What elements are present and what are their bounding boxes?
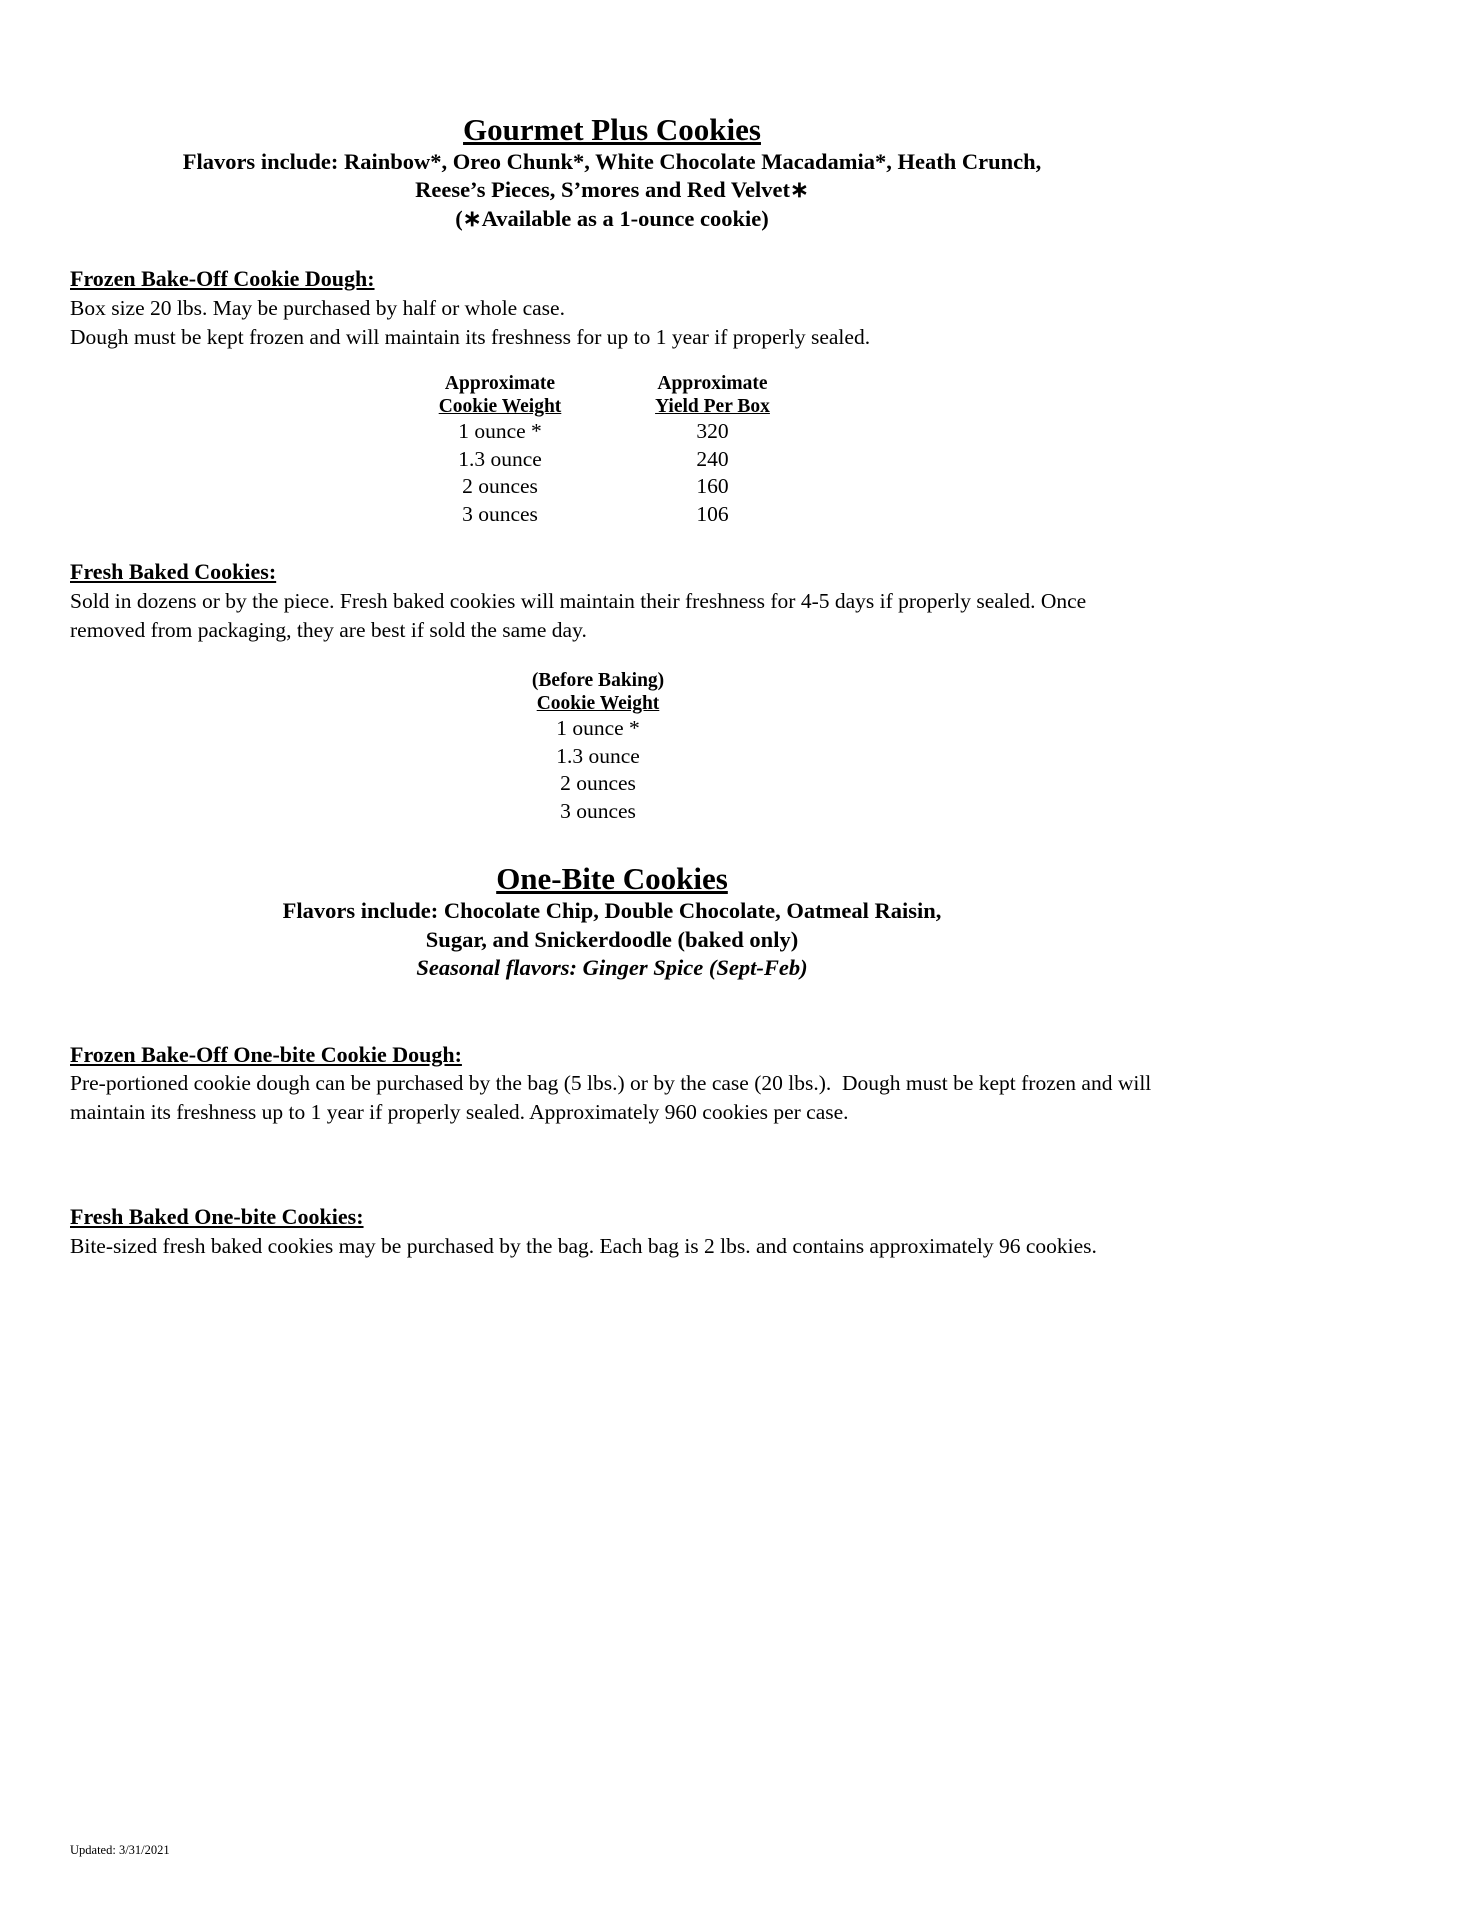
fresh-baked-body: Sold in dozens or by the piece. Fresh baked cookies will maintain their freshness for 4-5 days if properly sealed. Once removed from packaging, they are best if sold the same day. xyxy=(70,588,1092,642)
yield-cell: 240 xyxy=(696,446,729,471)
cookie-weight-header-line-1: Approximate xyxy=(444,372,556,394)
fresh-baked-section xyxy=(70,558,1154,825)
before-baking-header-line-1: (Before Baking) xyxy=(531,669,665,691)
fresh-baked-heading: Fresh Baked Cookies: xyxy=(70,559,277,585)
table-row xyxy=(415,446,1154,474)
yield-cell: 320 xyxy=(696,419,729,444)
before-baking-weight-list xyxy=(488,669,708,826)
list-item: 3 ounces xyxy=(560,798,636,823)
list-item: 1 ounce * xyxy=(556,716,640,741)
frozen-bakeoff-section xyxy=(70,265,1154,528)
weight-yield-table-header xyxy=(415,372,1154,419)
one-bite-title: One-Bite Cookies xyxy=(496,861,728,897)
fresh-onebite-body: Bite-sized fresh baked cookies may be purchased by the bag. Each bag is 2 lbs. and contains approximately 96 cookies. xyxy=(70,1233,1097,1258)
frozen-bakeoff-heading: Frozen Bake-Off Cookie Dough: xyxy=(70,266,375,292)
one-ounce-availability-note: (∗Available as a 1-ounce cookie) xyxy=(455,205,769,231)
weight-yield-table xyxy=(415,372,1154,529)
yield-cell: 106 xyxy=(696,501,729,526)
list-item: 1.3 ounce xyxy=(556,743,640,768)
table-row xyxy=(415,501,1154,529)
frozen-onebite-body: Pre-portioned cookie dough can be purchased by the bag (5 lbs.) or by the case (20 lbs.). Dough must be kept frozen and will maintain its freshness up to 1 year if properly sealed. Approximately 960 cookies per case. xyxy=(70,1071,1157,1125)
gourmet-flavors-line-2: Reese’s Pieces, S’mores and Red Velvet∗ xyxy=(415,177,809,203)
frozen-bakeoff-body-line-2: Dough must be kept frozen and will maintain its freshness for up to 1 year if properly sealed. xyxy=(70,324,871,349)
table-row xyxy=(415,418,1154,446)
frozen-onebite-section xyxy=(70,1041,1157,1127)
list-item: 2 ounces xyxy=(560,771,636,796)
fresh-onebite-heading: Fresh Baked One-bite Cookies: xyxy=(70,1203,364,1229)
table-row xyxy=(415,473,1154,501)
one-bite-flavors-line-2: Sugar, and Snickerdoodle (baked only) xyxy=(425,926,799,952)
yield-cell: 160 xyxy=(696,474,729,499)
cookie-weight-cell: 1 ounce * xyxy=(458,419,542,444)
table-column-gap xyxy=(585,372,645,419)
gourmet-plus-title: Gourmet Plus Cookies xyxy=(463,112,761,147)
frozen-onebite-heading: Frozen Bake-Off One-bite Cookie Dough: xyxy=(70,1041,462,1067)
updated-date-footer: Updated: 3/31/2021 xyxy=(70,1843,170,1857)
cookie-weight-cell: 3 ounces xyxy=(462,501,538,526)
cookie-weight-column-header xyxy=(415,372,585,419)
before-baking-header-line-2: Cookie Weight xyxy=(536,692,660,714)
yield-header-line-1: Approximate xyxy=(657,372,768,394)
seasonal-flavors-line: Seasonal flavors: Ginger Spice (Sept-Feb) xyxy=(416,955,808,981)
one-bite-flavors-line-1: Flavors include: Chocolate Chip, Double Chocolate, Oatmeal Raisin, xyxy=(282,898,942,924)
cookie-weight-cell: 1.3 ounce xyxy=(458,446,542,471)
fresh-onebite-section xyxy=(70,1203,1154,1260)
cookie-weight-cell: 2 ounces xyxy=(462,474,538,499)
cookie-weight-header-line-2: Cookie Weight xyxy=(438,395,562,417)
frozen-bakeoff-body-line-1: Box size 20 lbs. May be purchased by half or whole case. xyxy=(70,295,565,320)
yield-header-line-2: Yield Per Box xyxy=(655,395,770,417)
gourmet-flavors-line-1: Flavors include: Rainbow*, Oreo Chunk*, White Chocolate Macadamia*, Heath Crunch, xyxy=(182,148,1042,174)
yield-column-header xyxy=(645,372,780,419)
